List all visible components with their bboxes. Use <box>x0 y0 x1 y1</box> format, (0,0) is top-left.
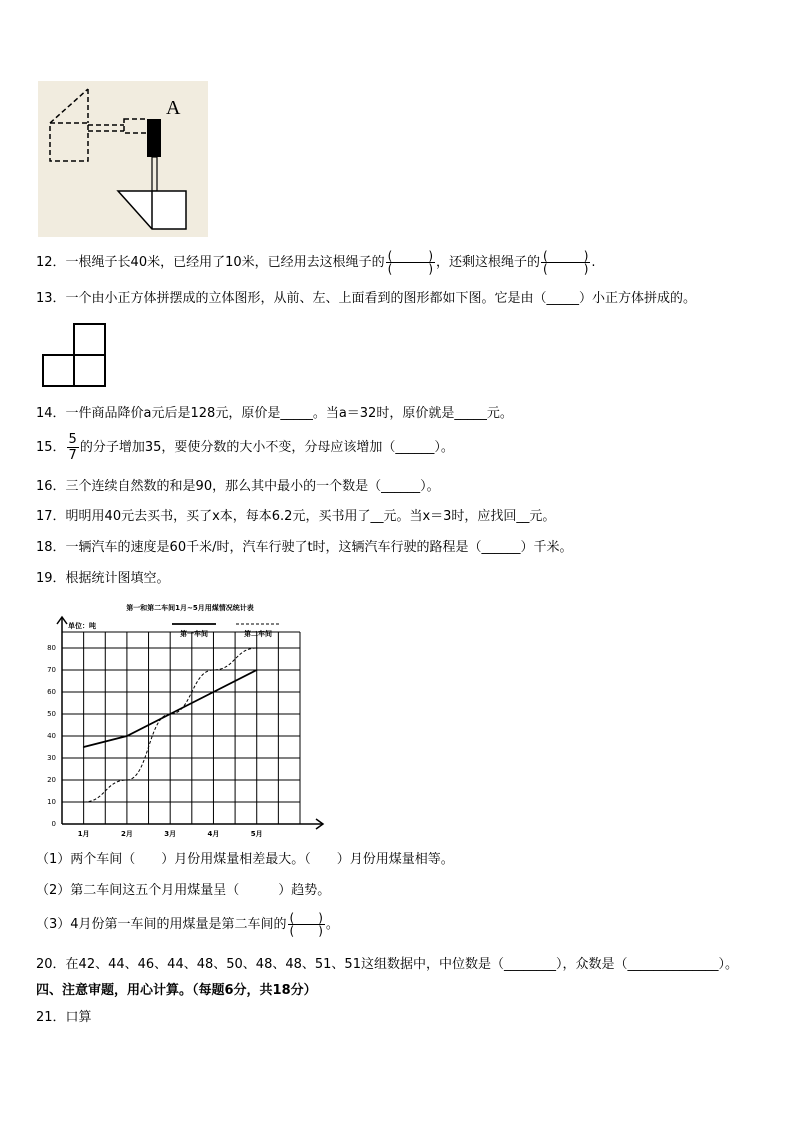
question-16: 16．三个连续自然数的和是90，那么其中最小的一个数是（______）。 <box>36 479 440 494</box>
question-20: 20．在42、44、46、44、48、50、48、48、51、51这组数据中，中位数是（________），众数是（______________）。 <box>36 957 738 972</box>
y-tick-label: 60 <box>47 688 56 696</box>
question-18: 18．一辆汽车的速度是60千米/时，汽车行驶了t时，这辆汽车行驶的路程是（______）千米。 <box>36 540 573 555</box>
data-point-s2-4 <box>213 669 215 671</box>
y-tick-label: 0 <box>51 820 56 828</box>
y-tick-label: 70 <box>47 666 56 674</box>
q12-fraction-blank-2[interactable]: $\frac{( )}{( )}$ <box>543 249 589 276</box>
question-17: 17．明明用40元去买书，买了x本，每本6.2元，买书用了__元。当x＝3时，应找回__元。 <box>36 509 556 524</box>
data-point-s1-5 <box>256 669 258 671</box>
chart-title: 第一和第二车间1月~5月用煤情况统计表 <box>126 604 254 612</box>
data-point-s1-2 <box>126 735 128 737</box>
question-19: 19．根据统计图填空。 <box>36 571 170 586</box>
x-tick-label: 4月 <box>207 830 220 838</box>
question-19-part-1: （1）两个车间（ ）月份用煤量相差最大。（ ）月份用煤量相等。 <box>36 852 454 867</box>
y-tick-label: 20 <box>47 776 56 784</box>
y-tick-label: 10 <box>47 798 56 806</box>
y-tick-label: 30 <box>47 754 56 762</box>
q19-fraction-blank[interactable]: $\frac{( )}{( )}$ <box>289 911 323 938</box>
y-tick-label: 40 <box>47 732 56 740</box>
coal-usage-chart <box>40 600 330 844</box>
question-12 <box>36 250 596 275</box>
question-21: 21．口算 <box>36 1010 92 1025</box>
q15-prefix: 15． <box>36 440 66 455</box>
question-19-part-3: （3）4月份第一车间的用煤量是第二车间的 $\frac{( )}{( )}$ 。 <box>36 911 339 938</box>
data-point-s2-2 <box>126 779 128 781</box>
legend-label-2: 第二车间 <box>244 630 272 638</box>
legend-label-1: 第一车间 <box>180 630 208 638</box>
chart-svg <box>40 600 330 840</box>
y-tick-label: 80 <box>47 644 56 652</box>
x-tick-label: 3月 <box>164 830 177 838</box>
question-13: 13．一个由小正方体拼摆成的立体图形，从前、左、上面看到的图形都如下图。它是由（_____）小正方体拼成的。 <box>36 291 697 306</box>
question-15 <box>36 432 454 463</box>
section-4-heading: 四、注意审题，用心计算。（每题6分，共18分） <box>36 983 317 998</box>
data-point-s2-5 <box>256 647 258 649</box>
q15-fraction: $\frac{5}{7}$ <box>68 432 77 463</box>
question-14: 14．一件商品降价a元后是128元，原价是_____。当a＝32时，原价就是_____元。 <box>36 406 513 421</box>
question-19-part-2: （2）第二车间这五个月用煤量呈（ ）趋势。 <box>36 883 331 898</box>
figure-a-drawing <box>38 81 208 237</box>
q12-text-1: 12．一根绳子长40米，已经用了10米，已经用去这根绳子的 <box>36 255 385 270</box>
data-point-s2-1 <box>83 801 85 803</box>
y-tick-label: 50 <box>47 710 56 718</box>
figure-a-label: A <box>166 97 181 119</box>
x-tick-label: 2月 <box>120 830 133 838</box>
x-tick-label: 5月 <box>250 830 263 838</box>
data-point-s1-1 <box>83 746 85 748</box>
data-point-s2-3 <box>169 713 171 715</box>
chart-unit-label: 单位：吨 <box>68 622 96 630</box>
q12-text-2: ，还剩这根绳子的 <box>436 255 541 270</box>
q15-text: 的分子增加35，要使分数的大小不变，分母应该增加（______）。 <box>79 440 454 455</box>
q12-fraction-blank-1[interactable]: $\frac{( )}{( )}$ <box>387 249 434 276</box>
data-point-s1-4 <box>213 691 215 693</box>
figure-a-panel <box>38 81 208 237</box>
x-tick-label: 1月 <box>77 830 90 838</box>
cube-view-figure <box>42 322 108 392</box>
q12-text-3: . <box>591 255 596 270</box>
